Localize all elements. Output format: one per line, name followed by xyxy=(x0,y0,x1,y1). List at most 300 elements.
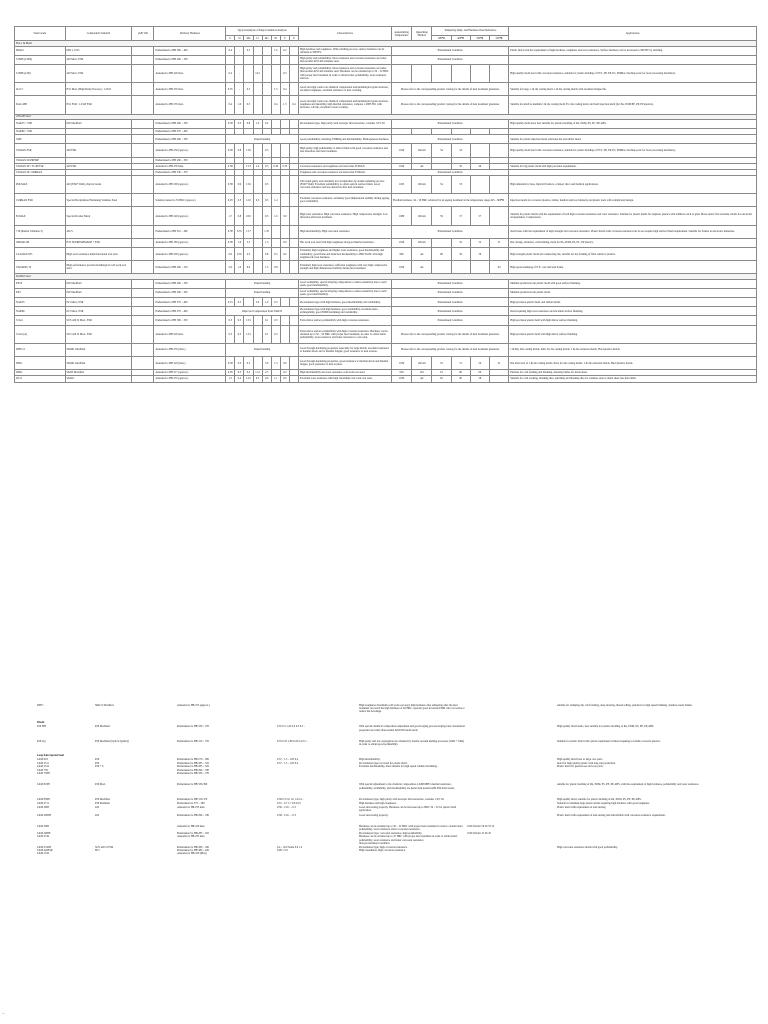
chem-value-cell xyxy=(253,325,262,343)
characteristics-cell: Toughness and corrosion resistance are better than STAVAX. xyxy=(298,169,391,175)
gb-or-cell xyxy=(132,119,154,128)
gb-or-cell xyxy=(132,325,154,343)
austenitizing-cell: 1020 xyxy=(391,261,411,274)
chem-value-cell: 0.38 xyxy=(226,357,235,370)
chem-value-cell xyxy=(271,55,280,64)
lower-standard-cell xyxy=(94,832,176,846)
comparable-standard-cell: 420 ESR xyxy=(65,144,132,157)
temper-hardness-cell: 61 xyxy=(432,370,451,376)
chem-col-si: Si xyxy=(235,36,244,41)
page-edge-mark: — xyxy=(2,1011,5,1015)
chem-value-cell: 0.35 xyxy=(235,225,244,238)
lower-hardness-cell: Prehardened to HB 290 – 330 xyxy=(177,813,210,817)
steel-grade-cell: DH11 xyxy=(15,357,66,370)
steel-grade-cell: STAVAX 48 / TS 48 ESR xyxy=(15,163,66,169)
chem-value-cell xyxy=(289,238,298,247)
chem-value-cell xyxy=(280,194,289,207)
temper-hardness-cell: 60 xyxy=(451,370,470,376)
temper-hardness-cell: 56 xyxy=(451,248,470,261)
lower-hardness-cell: Prehardened to HB 285 – 325 Annealed to HB 235 max. xyxy=(177,832,210,839)
lower-applications-cell: High quality mold steels, best suitable for plastics molding of PA, POM, PS, PE, PP, ABS. xyxy=(557,725,655,729)
lower-applications-cell: suitable for plastic molding of PA, POM, PS, PE, PP, ABS, with the requirement of high hardness, polishability and wear resistance. xyxy=(557,783,700,787)
lower-chem-cell xyxy=(276,783,358,790)
characteristics-cell: High purity and polishability. Wear resistance and corrosion resistance are better than normal AISI 420 stainless steel. Hardness can be obtained up to 50 – 52 HRC with proper heat treatment in order to obtain better polishability, wear resistance and less. xyxy=(298,64,391,82)
patent-note-cell: Improved Composition from NAK55 xyxy=(226,307,299,316)
delivery-hardness-cell: Annealed to HB 255 (approx.) xyxy=(154,376,226,382)
lower-heat-treatment-cell xyxy=(466,845,556,856)
applications-cell: High quality mold steel with corrosion resistance, suitable for plastic molding of PVC, PP, EP, PC, PMMA; machine parts for food processing machinery. xyxy=(509,64,757,82)
temper-hardness-cell: 52 xyxy=(451,238,470,247)
chem-value-cell: 0.3 xyxy=(262,194,271,207)
steel-grade-cell: NAK55 / 7180 xyxy=(15,119,66,128)
applications-cell: High precision plastic mold with high mirror surface finishing. xyxy=(509,316,757,325)
chem-value-cell xyxy=(253,96,262,114)
spacer-cell xyxy=(36,817,736,824)
chem-value-cell: 0.3 xyxy=(235,119,244,128)
delivery-hardness-cell: Prehardened to HB 370 – 400 xyxy=(154,298,226,307)
austenitizing-cell: 960 xyxy=(391,248,411,261)
heat-treatment-note-cell: Please refer to the corresponding product catalog for the details of heat treatment guarantee xyxy=(391,325,508,343)
applications-cell: Suitable for small to medium 1 & die casting mold. For die casting mold, and hard injection mold (for PA, POM/PE, PP, EP plastics). xyxy=(509,96,757,114)
chem-value-cell xyxy=(289,144,298,157)
temper-col-550: 550℃ xyxy=(489,36,508,41)
lower-standard-cell: SKD11 Modified xyxy=(95,703,114,707)
lower-standard-cell: P20 Modified xyxy=(95,797,110,801)
lower-hardness-cell: Prehardened to HB 330-390 xyxy=(177,783,208,787)
steel-grade-cell: 718 (Ramax S/Ramax 3) xyxy=(15,225,66,238)
chem-value-cell: - xyxy=(235,46,244,55)
lower-grade-cell: LKM 618 LKM 2311 LKM 2312 xyxy=(37,758,50,768)
chem-value-cell: 0.39 xyxy=(271,163,280,169)
steel-grade-cell: S136H (2.960) xyxy=(15,55,66,64)
chem-value-cell: 1.7 xyxy=(226,207,235,225)
header-gb-or: (GB/ OR xyxy=(132,27,154,41)
lower-hardness-cell: Prehardened to HB 290 – 330 Prehardened to HB 330 – 370 xyxy=(177,768,210,776)
comparable-standard-cell xyxy=(65,135,132,144)
lower-hardness-cell: Prehardened to HB 310 – 370 xyxy=(177,739,210,743)
temper-hardness-cell xyxy=(489,248,508,261)
lower-applications-cell xyxy=(556,768,736,775)
applications-cell: High strength plastic mold and compacting die, suitable for hot forming of fibre reinforce plastics. xyxy=(509,248,757,261)
chem-value-cell: 0.8 xyxy=(235,207,244,225)
lower-grade-cell: LKM 2083E LKM 2316 xyxy=(37,832,51,839)
header-quench: Quenching Method xyxy=(412,27,432,41)
list-item xyxy=(36,703,736,714)
characteristics-cell: High purity and polishability. Wear resistance and corrosion resistance are better than normal AISI 420 stainless steel. xyxy=(298,55,391,64)
chem-value-cell: 3.0 xyxy=(280,207,289,225)
chem-value-cell xyxy=(253,225,262,238)
characteristics-cell: Corrosion resistance and toughness are better than STAVAX xyxy=(298,163,391,169)
chem-value-cell: 1.0 xyxy=(253,119,262,128)
heat-treatment-note-cell: Prehardened Condition xyxy=(391,288,508,297)
chem-value-cell: 1.5 xyxy=(262,261,271,274)
gb-or-cell xyxy=(132,144,154,157)
delivery-hardness-cell: Annealed to HB 240 (approx.) xyxy=(154,207,226,225)
chem-value-cell: 0.4 xyxy=(235,376,244,382)
temper-hardness-cell: 50 xyxy=(451,163,470,169)
quench-method-cell: Oil/Air xyxy=(412,238,432,247)
chem-value-cell: 0.3 xyxy=(262,163,271,169)
applications-cell: High quality mold steel, best suitable for plastics molding of PA, POM, PS, PC, PP, ABS. xyxy=(509,119,757,128)
lower-standard-cell: P20 Premium xyxy=(95,801,110,805)
lower-standard-cell: SUS 420 J2 ESR H13 xyxy=(95,845,114,853)
chem-value-cell xyxy=(289,119,298,128)
lower-heat-treatment-cell xyxy=(466,806,556,813)
chem-value-cell xyxy=(253,207,262,225)
lower-grade-cell: LKM 2083 xyxy=(37,824,50,828)
row-spacer xyxy=(36,747,736,754)
heat-treatment-note-cell: Prehardened Condition xyxy=(391,279,508,288)
chem-value-cell xyxy=(280,144,289,157)
list-item xyxy=(36,739,736,746)
applications-cell: High quality mold steel with corrosion resistance, suitable for plastic molding of PVC, PP, EP, PC, PMMA; machine parts for food processing machinery. xyxy=(509,144,757,157)
chem-value-cell: 0.38 xyxy=(226,225,235,238)
delivery-hardness-cell: Solution treated to 35 HRC (approx.) xyxy=(154,194,226,207)
applications-cell: High precision plastic mold, and rubber molds. xyxy=(509,298,757,307)
delivery-hardness-cell: Prehardened to HB 290 – 330 xyxy=(154,135,226,144)
delivery-hardness-cell: Annealed to HB 200 (approx.) xyxy=(154,176,226,194)
comparable-standard-cell: P20 Modified xyxy=(65,288,132,297)
chem-value-cell: 0.2 xyxy=(280,46,289,55)
austenitizing-cell: 1030 xyxy=(391,376,411,382)
chem-value-cell xyxy=(280,316,289,325)
chem-value-cell xyxy=(253,176,262,194)
chem-value-cell xyxy=(253,316,262,325)
comparable-standard-cell: High wear resistance multi-functional tool steel xyxy=(65,248,132,261)
comparable-standard-cell: SUS 420 J2 Mod., ESR xyxy=(65,316,132,325)
chem-value-cell: 0.38 xyxy=(226,238,235,247)
lower-grade-cell: LKM 2083 xyxy=(37,806,50,810)
gb-or-cell xyxy=(132,83,154,96)
lower-characteristics-cell: High hardness and high toughness. xyxy=(359,801,397,805)
chem-value-cell: 0.3 xyxy=(280,370,289,376)
applications-cell: Suitable for big plastic mold with high precision requirement. xyxy=(509,163,757,169)
delivery-hardness-cell: Annealed to HB 235 max. xyxy=(154,96,226,114)
heat-treatment-note-cell: Please refer to the corresponding product catalog for the details of heat treatment guarantee xyxy=(391,96,508,114)
chem-value-cell: 0.38 xyxy=(226,119,235,128)
list-item xyxy=(36,832,736,846)
lower-chem-cell: 0.55 - 0.7 1.7 0.8 0.25 xyxy=(277,801,301,805)
chem-value-cell: 0.5 xyxy=(271,248,280,261)
chem-value-cell: 1.5 xyxy=(226,376,235,382)
chem-value-cell: 2.5 xyxy=(262,370,271,376)
lower-chem-cell xyxy=(276,832,358,846)
steel-grade-cell: S136H (2.96) xyxy=(15,64,66,82)
characteristics-cell: Good and rigid control on chemical composition and metallurgical grain structure, excellent toughness, excellent resistance to heat cracking. xyxy=(298,83,391,96)
chem-value-cell: 0.3 xyxy=(253,194,262,207)
lower-grade-cell: LKM 2316H LKM 420ESR LKM 2316 xyxy=(37,845,53,856)
chem-value-cell: 0.5 xyxy=(244,83,253,96)
row-spacer xyxy=(36,714,736,721)
lower-chem-cell xyxy=(276,824,358,831)
delivery-hardness-cell: Annealed to HB 235 max. xyxy=(154,83,226,96)
characteristics-cell: Good through-hardening properties especially for large molds; excellent resistance to thermal shock and to thermal fatigue; good resistance to heat erosion. xyxy=(298,343,391,356)
lower-grade-cell: P20 LQ xyxy=(37,739,46,743)
heat-treatment-note-cell: Please refer to the corresponding product catalog for the details of heat treatment guarantee xyxy=(391,343,508,356)
spacer-cell xyxy=(36,747,736,754)
lower-characteristics-cell: High machinability. Pre-hardened type tool steel for plastic mold. Excellent machinability, most suitable for high speed volume machining. xyxy=(359,758,438,768)
comparable-standard-cell: SKD5 Modified xyxy=(65,370,132,376)
steel-grade-cell: ORVAR 2M xyxy=(15,238,66,247)
chem-value-cell: 1.35 xyxy=(262,225,271,238)
quench-method-cell: Air xyxy=(412,261,432,274)
chem-value-cell: 5.3 xyxy=(244,238,253,247)
gb-or-cell xyxy=(132,343,154,356)
temper-hardness-cell: 64 xyxy=(489,261,508,274)
delivery-hardness-cell: Prehardened to HB 290 – 330 xyxy=(154,157,226,163)
chem-value-cell: 0.38 xyxy=(226,163,235,169)
lower-chem-cell: 0.38 0.3 2.0 1.0 1.4 0.2 - xyxy=(277,797,304,801)
quench-method-cell: Air xyxy=(412,376,432,382)
chem-value-cell: 13.6 xyxy=(244,144,253,157)
list-item xyxy=(36,806,736,813)
temper-hardness-cell: 50 xyxy=(470,357,489,370)
chem-value-cell: 0.38 xyxy=(226,176,235,194)
chem-value-cell xyxy=(280,298,289,307)
quench-method-cell: Air xyxy=(412,163,432,169)
steel-grade-cell: PX5 xyxy=(15,288,66,297)
austenitizing-cell xyxy=(391,64,411,82)
austenitizing-cell: 1030 xyxy=(391,357,411,370)
lower-applications-cell: suitable for stamping die, cold forming, deep drawing, thread rolling, punches for high speed blanking, stainless steels blanks. xyxy=(557,703,693,707)
spacer-cell xyxy=(36,732,736,739)
chem-value-cell xyxy=(289,248,298,261)
gb-or-cell xyxy=(132,46,154,55)
chem-value-cell xyxy=(289,261,298,274)
chem-value-cell: 1.0 xyxy=(271,46,280,55)
header-characteristics: Characteristics xyxy=(298,27,391,41)
delivery-hardness-cell: Annealed to HB 220 max. xyxy=(154,64,226,82)
chem-value-cell: 11.2 xyxy=(253,370,262,376)
gb-or-cell xyxy=(132,288,154,297)
chem-value-cell xyxy=(289,357,298,370)
chem-value-cell: 1.1 xyxy=(271,376,280,382)
comparable-standard-cell: P21 Mod., ESR xyxy=(65,298,132,307)
chem-col-ni: Ni xyxy=(271,36,280,41)
chem-value-cell: 13.5 xyxy=(244,325,253,343)
chem-value-cell xyxy=(280,176,289,194)
chem-value-cell xyxy=(244,64,253,82)
lower-chem-cell: 0.35 0.5 1.45 0.6 0.5 0.5 - xyxy=(277,725,305,729)
temper-hardness-cell: 58 xyxy=(470,376,489,382)
applications-cell: Punches for cold forming and blanking, shearing blades for metal sheet. xyxy=(509,370,757,376)
table-row xyxy=(15,55,757,64)
applications-cell: Injection molds for corrosive plastics, rubber, medical and food industry and plastic parts with complicated design. xyxy=(509,194,757,207)
comparable-standard-cell: 420 Mod., ESR xyxy=(65,55,132,64)
lower-chem-cell: 0.35 0.25 1.80 0.45 0.4 0.5 - xyxy=(277,739,308,743)
header-comparable: Comparable Standard xyxy=(65,27,132,41)
row-spacer xyxy=(36,790,736,797)
chem-value-cell: 0.1 xyxy=(262,316,271,325)
characteristics-cell: Extra mirror surface polishability with high corrosion resistance. Hardness can be obtained up to 50 – 54 HRC with proper heat treatment, in order to obtain better polishability, wear resistance and better resistance to corrosion. xyxy=(298,325,391,343)
lower-heat-treatment-cell xyxy=(466,758,556,769)
chem-col-mo: Mo xyxy=(262,36,271,41)
heat-treatment-note-cell: Prehardened Condition xyxy=(391,298,508,307)
comparable-standard-cell: H11 ESR / 1.2343 ESR xyxy=(65,96,132,114)
chem-value-cell: 0.3 xyxy=(226,316,235,325)
chem-value-cell: 0.8 xyxy=(235,144,244,157)
delivery-hardness-cell: Annealed to HB 235 (max.) xyxy=(154,343,226,356)
chem-value-cell: 13.7 xyxy=(244,225,253,238)
lower-grade-cell: P20 HH xyxy=(37,725,46,729)
characteristics-cell: Pre-hardened type, high purity with isotropic microstructure, contains 1.0% Ni xyxy=(298,119,391,128)
gb-or-cell xyxy=(132,298,154,307)
austenitizing-cell: 950 xyxy=(391,370,411,376)
lower-characteristics-cell: Pre-hardened type; high corrosion resistance. High cleanliness, high corrosion resistance. xyxy=(359,845,408,853)
gb-or-cell xyxy=(132,238,154,247)
lower-applications-cell: High corrosion resistance molds with good polishability. xyxy=(557,845,618,849)
heat-treatment-note-cell: Prehardened Condition xyxy=(391,225,508,238)
steel-grade-cell: ELMAX xyxy=(15,207,66,225)
chem-value-cell: 0.3 xyxy=(280,64,289,82)
gb-or-cell xyxy=(132,194,154,207)
spacer-cell xyxy=(36,714,736,721)
chem-value-cell: 9.8 xyxy=(271,261,280,274)
table-row xyxy=(15,343,757,356)
temper-hardness-cell xyxy=(451,261,470,274)
characteristics-cell: Pre-hardened type with high hardness, good weldability, excellent photo-etchingability, good EDM machining and weldability. xyxy=(298,307,391,316)
lower-characteristics-cell: Good anti-rusting property. xyxy=(359,813,389,817)
quench-method-cell: Oil xyxy=(412,370,432,376)
temper-hardness-cell: 57 xyxy=(470,207,489,225)
steel-grade-cell: S400 xyxy=(15,135,66,144)
chem-value-cell: 2.9 xyxy=(226,261,235,274)
chem-value-cell: 0.1 xyxy=(262,325,271,343)
comparable-standard-cell: 420 Mod., ESR xyxy=(65,64,132,82)
chem-value-cell: 0.6 xyxy=(262,376,271,382)
chem-value-cell xyxy=(289,64,298,82)
steel-grade-cell: S-Star xyxy=(15,316,66,325)
comparable-standard-cell: 420 S xyxy=(65,225,132,238)
chem-value-cell xyxy=(262,64,271,82)
chem-value-cell xyxy=(271,225,280,238)
temper-hardness-cell: 51 xyxy=(451,357,470,370)
chem-value-cell: 0.3 xyxy=(235,194,244,207)
lower-section-title: Plastic xyxy=(37,721,45,725)
applications-cell: Die casting, extrusion, cold hobbing, mold for PA, POM, PS, PC, EP plastics. xyxy=(509,238,757,247)
temper-hardness-cell: 59 xyxy=(432,207,451,225)
chem-col-mn: Mn xyxy=(244,36,253,41)
temper-hardness-cell xyxy=(489,207,508,225)
list-item xyxy=(36,725,736,732)
gb-or-cell xyxy=(132,64,154,82)
comparable-standard-cell: Special Precipitation Hardening Stainless Steel xyxy=(65,194,132,207)
lower-hardness-cell: Prehardened to 375 – 390 xyxy=(177,801,205,805)
table-row xyxy=(15,316,757,325)
chem-value-cell: 0.3 xyxy=(235,316,244,325)
applications-cell: High precision plastic mold with high mirror surface finishing. xyxy=(509,325,757,343)
delivery-hardness-cell: Prehardened to HB 290 – 330 xyxy=(154,288,226,297)
temper-hardness-cell: 60 xyxy=(470,370,489,376)
chem-value-cell xyxy=(262,83,271,96)
characteristics-cell: High machinability. High corrosion resistance. xyxy=(298,225,391,238)
characteristics-cell: Extra mirror surface polishability with high corrosion resistance. xyxy=(298,316,391,325)
chem-value-cell: 14.5 xyxy=(253,64,262,82)
heat-treatment-note-cell: Prehardened Condition xyxy=(391,135,508,144)
chem-value-cell xyxy=(289,325,298,343)
lower-hardness-cell: Prehardened to HB 310-370 xyxy=(177,797,208,801)
chem-value-cell: 0.35 xyxy=(280,163,289,169)
steel-grade-cell: NAK80 / 7180 xyxy=(15,128,66,134)
chem-value-cell: 0.35 xyxy=(226,83,235,96)
gb-or-cell xyxy=(132,248,154,261)
table-row xyxy=(15,119,757,128)
table-header-row xyxy=(15,27,757,36)
comparable-standard-cell: H11 Mod. (High Purity Process) / 1.2316 xyxy=(65,83,132,96)
applications-cell: Suitable for plastic injection mold, extrusion die and rubber mold. xyxy=(509,135,757,144)
chem-value-cell: 0.3 xyxy=(262,176,271,194)
comparable-standard-cell: SUS 420 J2 Mod., ESR xyxy=(65,325,132,343)
characteristics-cell: Extremely high wear resistance, sufficient toughness with very high compressive strength and high dimensional stability during heat treatment. xyxy=(298,261,391,274)
chem-value-cell xyxy=(289,316,298,325)
lower-applications-cell xyxy=(556,824,736,831)
chem-value-cell: 0.15 xyxy=(226,298,235,307)
chem-value-cell: 0.3 xyxy=(235,325,244,343)
chem-value-cell xyxy=(271,64,280,82)
chem-value-cell xyxy=(262,96,271,114)
chem-value-cell: 1.3 xyxy=(280,96,289,114)
lower-heat-treatment-cell xyxy=(466,783,556,790)
table-row xyxy=(15,307,757,316)
temper-hardness-cell xyxy=(432,261,451,274)
chem-value-cell: 0.2 xyxy=(280,248,289,261)
gb-or-cell xyxy=(132,225,154,238)
characteristics-cell: Excellent wear resistance with high chromium cold work tool steel. xyxy=(298,376,391,382)
chem-value-cell: 0.4 xyxy=(226,64,235,82)
steel-grade-cell: NAK80 xyxy=(15,307,66,316)
delivery-hardness-cell: Prehardened to HB 370 – 400 xyxy=(154,307,226,316)
austenitizing-cell: 1020 xyxy=(391,144,411,157)
chem-value-cell xyxy=(262,55,271,64)
table-row xyxy=(15,135,757,144)
lower-grade-cell: LKM 818H xyxy=(37,783,50,787)
lower-chem-cell xyxy=(276,703,358,714)
chem-value-cell: 0.4 xyxy=(226,96,235,114)
lower-characteristics-cell: Good anti-rusting property. Hardness can be increased up to HRC 50 – 52 for plastic mold application. xyxy=(359,806,457,813)
header-temper-title: Tempering Temp. and Hardness Ones Reference xyxy=(432,27,509,36)
steel-grade-cell: NAK55 xyxy=(15,298,66,307)
comparable-standard-cell: P21 Mod., ESR xyxy=(65,307,132,316)
chem-value-cell xyxy=(253,357,262,370)
lower-characteristics-cell xyxy=(358,768,466,775)
heat-treatment-note-cell: Please refer to the corresponding product catalog for the details of heat treatment guarantee xyxy=(391,83,508,96)
temper-hardness-cell: 51 xyxy=(489,238,508,247)
comparable-standard-cell: H13 SUPREMEMADE + ESR xyxy=(65,238,132,247)
temper-hardness-cell xyxy=(470,261,489,274)
header-delivery: Delivery Hardness xyxy=(154,27,226,41)
temper-hardness-cell xyxy=(489,144,508,157)
chem-value-cell: 0.8 xyxy=(262,248,271,261)
steel-grade-table xyxy=(14,26,757,383)
chem-value-cell: 13.6 xyxy=(244,176,253,194)
chem-value-cell xyxy=(271,144,280,157)
chem-value-cell xyxy=(280,325,289,343)
characteristics-cell: Good and rigid control on chemical composition and metallurgical grain structure, toughness and durability, high thermal resistance, compare 1.2083 H11 with increases 1 & life, excellent to heat cracking. xyxy=(298,96,391,114)
heat-treatment-note-cell: Prehardened Condition xyxy=(391,119,508,128)
temper-hardness-cell: 60 xyxy=(432,248,451,261)
temper-hardness-cell xyxy=(489,376,508,382)
temper-hardness-cell xyxy=(470,64,489,82)
table-row xyxy=(15,325,757,343)
lower-standard-cell: 420 xyxy=(95,813,100,817)
lower-list-body xyxy=(36,703,736,856)
section-title: Hot-1 & Metal xyxy=(15,41,757,46)
chem-value-cell: 0.3 xyxy=(262,207,271,225)
lower-section-title: Long Kim Special Steel xyxy=(37,754,64,758)
steel-grade-cell: S-Star (A) xyxy=(15,325,66,343)
table-row xyxy=(15,248,757,261)
applications-cell: mold bases with the requirement of high strength and corrosion resistance. Plastic molds with corrosion resistance but do not require high surface finish requirement. Suitable for frames in electronic industries. xyxy=(509,225,757,238)
